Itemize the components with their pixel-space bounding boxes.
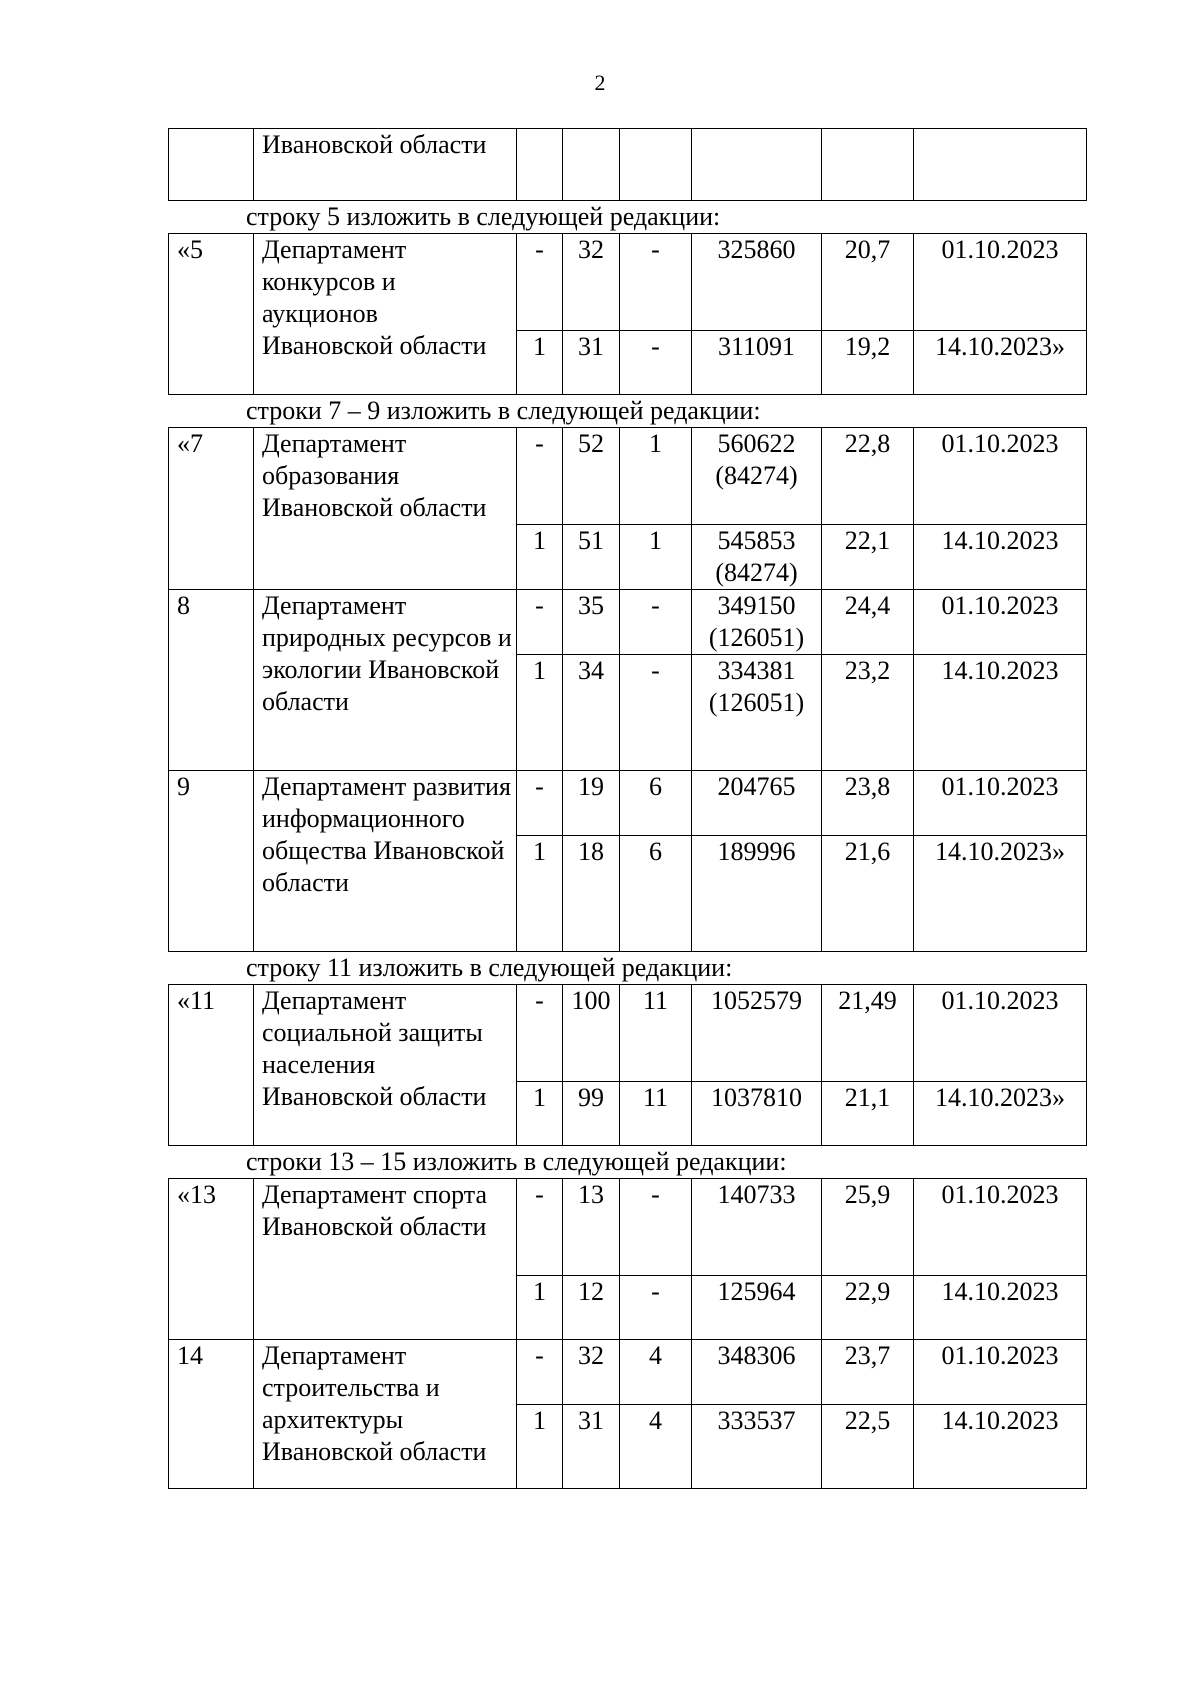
date-cell: [914, 129, 1087, 201]
fund-cell: [692, 331, 822, 395]
stage-cell: 1: [517, 1276, 563, 1340]
percent-cell: 21,6: [822, 836, 914, 952]
staff-count-cell: 18: [563, 836, 620, 952]
stage-cell: 1: [517, 836, 563, 952]
percent-cell: 22,8: [822, 428, 914, 525]
fund-value: 348306: [717, 1341, 796, 1370]
table-row: [169, 985, 1087, 1082]
staff-count-cell: 51: [563, 525, 620, 590]
staff-count-cell: 100: [563, 985, 620, 1082]
row-number-cell: «11: [169, 985, 254, 1146]
percent-cell: 22,9: [822, 1276, 914, 1340]
fund-value: 204765: [717, 772, 796, 801]
fund-value: 325860: [717, 235, 796, 264]
fund-value: 189996: [717, 837, 796, 866]
fund-value: 349150: [717, 591, 796, 620]
percent-cell: 23,8: [822, 771, 914, 836]
vacancy-count-cell: -: [620, 1276, 692, 1340]
table-section-1: [168, 427, 1087, 952]
stage-cell: -: [517, 771, 563, 836]
stage-cell: 1: [517, 1405, 563, 1489]
fund-value: 560622: [717, 429, 796, 458]
fund-cell: [692, 590, 822, 655]
staff-count-cell: 35: [563, 590, 620, 655]
date-cell: 14.10.2023»: [914, 331, 1087, 395]
table-row: [169, 428, 1087, 525]
staff-count-cell: 99: [563, 1082, 620, 1146]
fund-value: 1052579: [711, 986, 802, 1015]
percent-cell: 23,7: [822, 1340, 914, 1405]
date-cell: 01.10.2023: [914, 985, 1087, 1082]
stage-cell: 1: [517, 331, 563, 395]
percent-cell: 21,49: [822, 985, 914, 1082]
row-number-cell: 9: [169, 771, 254, 952]
stage-cell: 1: [517, 655, 563, 771]
stage-cell: -: [517, 234, 563, 331]
date-cell: 01.10.2023: [914, 590, 1087, 655]
staff-count-cell: 12: [563, 1276, 620, 1340]
date-cell: 01.10.2023: [914, 428, 1087, 525]
percent-cell: 20,7: [822, 234, 914, 331]
date-cell: 01.10.2023: [914, 1179, 1087, 1276]
fund-value: 333537: [717, 1406, 796, 1435]
staff-count-cell: [563, 129, 620, 201]
percent-cell: [822, 129, 914, 201]
percent-cell: 24,4: [822, 590, 914, 655]
vacancy-count-cell: -: [620, 1179, 692, 1276]
vacancy-count-cell: -: [620, 234, 692, 331]
vacancy-count-cell: -: [620, 590, 692, 655]
date-cell: 14.10.2023: [914, 525, 1087, 590]
page-number: 2: [594, 70, 606, 95]
table-row: [169, 590, 1087, 655]
department-name-cell: Департамент строительства и архитектуры Ивановской области: [254, 1340, 517, 1489]
percent-cell: 21,1: [822, 1082, 914, 1146]
fund-cell: [692, 985, 822, 1082]
section-intro: строки 7 – 9 изложить в следующей редакции:: [246, 396, 761, 425]
percent-cell: 22,1: [822, 525, 914, 590]
fund-value: 1037810: [711, 1083, 802, 1112]
percent-cell: 25,9: [822, 1179, 914, 1276]
fund-subvalue: (126051): [708, 623, 805, 652]
stage-cell: -: [517, 1340, 563, 1405]
fund-value: 334381: [717, 656, 796, 685]
date-cell: 14.10.2023»: [914, 1082, 1087, 1146]
vacancy-count-cell: -: [620, 655, 692, 771]
row-number-cell: [169, 129, 254, 201]
stage-cell: 1: [517, 1082, 563, 1146]
stage-cell: -: [517, 985, 563, 1082]
stage-cell: -: [517, 1179, 563, 1276]
row-number-cell: 14: [169, 1340, 254, 1489]
section-intro: строку 5 изложить в следующей редакции:: [246, 202, 721, 231]
table-row: [169, 1340, 1087, 1405]
fund-cell: [692, 1340, 822, 1405]
staff-count-cell: 52: [563, 428, 620, 525]
department-name-cell: Департамент образования Ивановской области: [254, 428, 517, 590]
staff-count-cell: 34: [563, 655, 620, 771]
date-cell: 01.10.2023: [914, 771, 1087, 836]
vacancy-count-cell: 1: [620, 525, 692, 590]
fund-cell: [692, 1179, 822, 1276]
vacancy-count-cell: 4: [620, 1340, 692, 1405]
department-name-cell: Департамент природных ресурсов и экологии Ивановской области: [254, 590, 517, 771]
staff-count-cell: 31: [563, 331, 620, 395]
percent-cell: 19,2: [822, 331, 914, 395]
fund-cell: [692, 428, 822, 525]
fund-cell: [692, 1082, 822, 1146]
section-intro: строку 11 изложить в следующей редакции:: [246, 953, 733, 982]
table-row: [169, 129, 1087, 201]
vacancy-count-cell: 1: [620, 428, 692, 525]
fund-subvalue: (126051): [708, 688, 805, 717]
staff-count-cell: 31: [563, 1405, 620, 1489]
fund-subvalue: (84274): [715, 461, 798, 490]
row-number-cell: «7: [169, 428, 254, 590]
vacancy-count-cell: -: [620, 331, 692, 395]
fund-cell: [692, 1276, 822, 1340]
vacancy-count-cell: [620, 129, 692, 201]
stage-cell: 1: [517, 525, 563, 590]
percent-cell: 22,5: [822, 1405, 914, 1489]
table-section-3: [168, 1178, 1087, 1489]
fund-value: 140733: [717, 1180, 796, 1209]
fund-cell: [692, 836, 822, 952]
department-name-cell: Департамент конкурсов и аукционов Ивановской области: [254, 234, 517, 395]
fund-cell: [692, 525, 822, 590]
vacancy-count-cell: 4: [620, 1405, 692, 1489]
stage-cell: -: [517, 590, 563, 655]
fund-cell: [692, 1405, 822, 1489]
staff-count-cell: 32: [563, 1340, 620, 1405]
date-cell: 14.10.2023: [914, 1405, 1087, 1489]
fund-value: 311091: [717, 332, 796, 361]
date-cell: 14.10.2023: [914, 1276, 1087, 1340]
stage-cell: -: [517, 428, 563, 525]
section-intro: строки 13 – 15 изложить в следующей редакции:: [246, 1147, 787, 1176]
staff-count-cell: 13: [563, 1179, 620, 1276]
date-cell: 01.10.2023: [914, 234, 1087, 331]
fund-cell: [692, 655, 822, 771]
vacancy-count-cell: 6: [620, 836, 692, 952]
staff-count-cell: 32: [563, 234, 620, 331]
row-number-cell: «13: [169, 1179, 254, 1340]
table-row: [169, 234, 1087, 331]
fund-value: 545853: [717, 526, 796, 555]
fund-cell: [692, 771, 822, 836]
department-name-cell: Ивановской области: [254, 129, 517, 201]
date-cell: 14.10.2023: [914, 655, 1087, 771]
department-name-cell: Департамент развития информационного общества Ивановской области: [254, 771, 517, 952]
table-row: [169, 1179, 1087, 1276]
table-section-0: [168, 233, 1087, 395]
fund-cell: [692, 234, 822, 331]
staff-count-cell: 19: [563, 771, 620, 836]
percent-cell: 23,2: [822, 655, 914, 771]
table-top: [168, 128, 1087, 201]
vacancy-count-cell: 11: [620, 985, 692, 1082]
department-name-cell: Департамент спорта Ивановской области: [254, 1179, 517, 1340]
document-content: [168, 128, 1086, 1489]
table-section-2: [168, 984, 1087, 1146]
vacancy-count-cell: 6: [620, 771, 692, 836]
vacancy-count-cell: 11: [620, 1082, 692, 1146]
table-row: [169, 771, 1087, 836]
date-cell: 14.10.2023»: [914, 836, 1087, 952]
fund-cell: [692, 129, 822, 201]
row-number-cell: «5: [169, 234, 254, 395]
fund-value: 125964: [717, 1277, 796, 1306]
stage-cell: [517, 129, 563, 201]
date-cell: 01.10.2023: [914, 1340, 1087, 1405]
row-number-cell: 8: [169, 590, 254, 771]
department-name-cell: Департамент социальной защиты населения Ивановской области: [254, 985, 517, 1146]
fund-subvalue: (84274): [715, 558, 798, 587]
